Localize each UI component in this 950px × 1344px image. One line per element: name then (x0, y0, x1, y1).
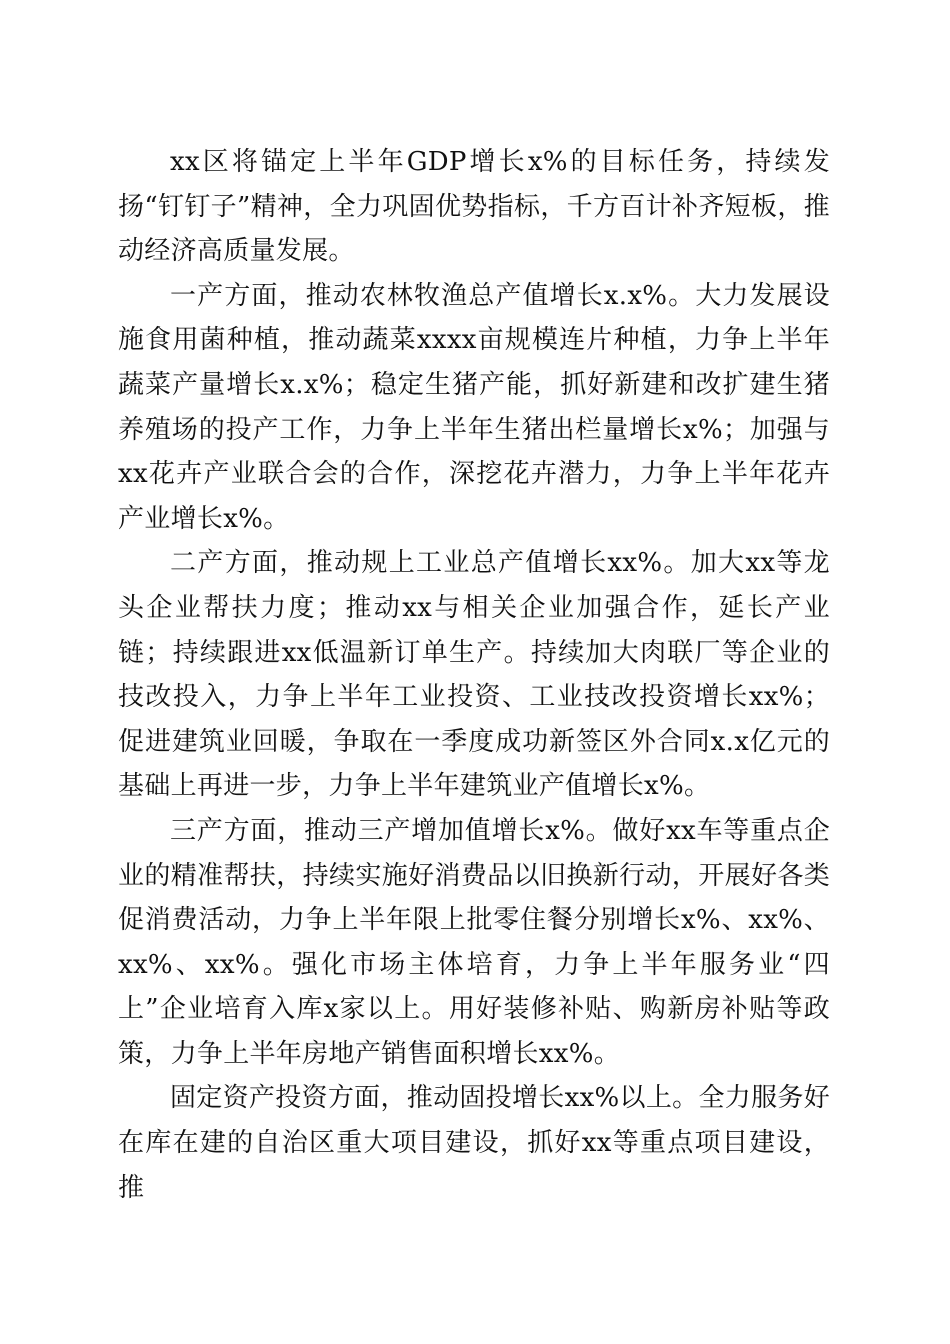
paragraph-intro: xx区将锚定上半年GDP增长x%的目标任务，持续发扬“钉钉子”精神，全力巩固优势指标，千方百计补齐短板，推动经济高质量发展。 (118, 147, 830, 267)
document-body (118, 140, 830, 1210)
paragraph-fixed-asset-investment: 固定资产投资方面，推动固投增长xx%以上。全力服务好在库在建的自治区重大项目建设，抓好xx等重点项目建设，推 (118, 1083, 830, 1203)
paragraph-primary-industry: 一产方面，推动农林牧渔总产值增长x.x%。大力发展设施食用菌种植，推动蔬菜xxxx亩规模连片种植，力争上半年蔬菜产量增长x.x%；稳定生猪产能，抓好新建和改扩建生猪养殖场的投产工作，力争上半年生猪出栏量增长x%；加强与xx花卉产业联合会的合作，深挖花卉潜力，力争上半年花卉产业增长x%。 (118, 280, 830, 534)
paragraph-secondary-industry: 二产方面，推动规上工业总产值增长xx%。加大xx等龙头企业帮扶力度；推动xx与相关企业加强合作，延长产业链；持续跟进xx低温新订单生产。持续加大肉联厂等企业的技改投入，力争上半年工业投资、工业技改投资增长xx%；促进建筑业回暖，争取在一季度成功新签区外合同x.x亿元的基础上再进一步，力争上半年建筑业产值增长x%。 (118, 548, 830, 802)
paragraph-tertiary-industry: 三产方面，推动三产增加值增长x%。做好xx车等重点企业的精准帮扶，持续实施好消费品以旧换新行动，开展好各类促消费活动，力争上半年限上批零住餐分别增长x%、xx%、xx%、xx%。强化市场主体培育，力争上半年服务业“四上”企业培育入库x家以上。用好装修补贴、购新房补贴等政策，力争上半年房地产销售面积增长xx%。 (118, 815, 830, 1069)
